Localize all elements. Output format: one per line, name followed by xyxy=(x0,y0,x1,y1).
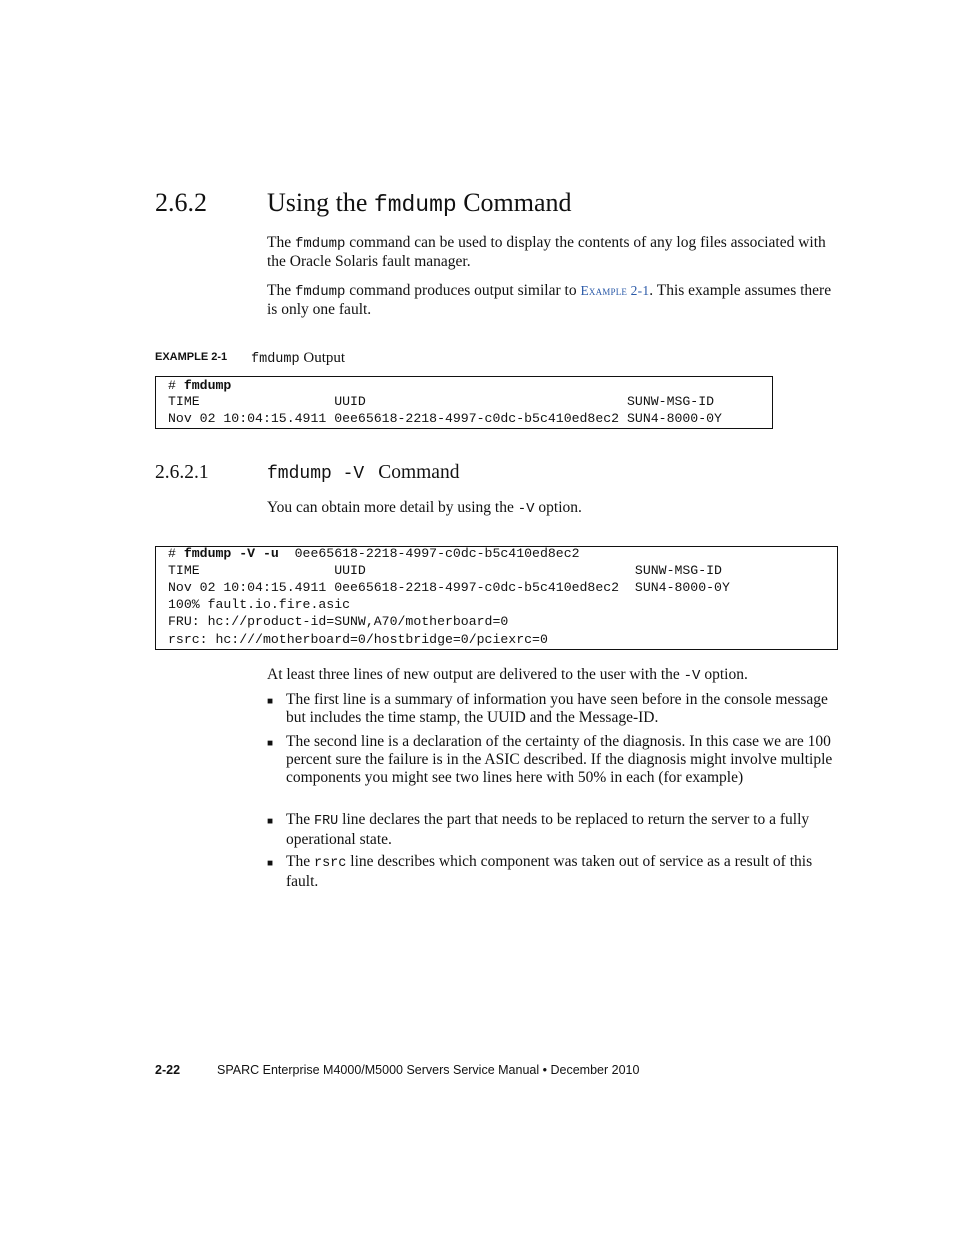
footer-title: SPARC Enterprise M4000/M5000 Servers Service Manual xyxy=(217,1063,540,1077)
code2-line: Nov 02 10:04:15.4911 0ee65618-2218-4997-c0dc-b5c410ed8ec2 SUN4-8000-0Y xyxy=(168,580,730,595)
intro-paragraph xyxy=(267,234,839,271)
code2-prompt: # xyxy=(168,546,184,561)
code1-prompt: # xyxy=(168,378,184,393)
code1-line: TIME UUID SUNW-MSG-ID xyxy=(168,394,715,409)
list-item xyxy=(286,811,838,849)
para2-pre: The xyxy=(267,282,295,299)
para1-post: command can be used to display the contents of any log files associated with the Oracle Solaris fault manager. xyxy=(267,234,826,270)
section-number: 2.6.2 xyxy=(155,188,207,217)
footer-date: December 2010 xyxy=(550,1063,640,1077)
example-title-code: fmdump xyxy=(251,352,300,367)
list-item xyxy=(286,733,838,787)
para4-code: -V xyxy=(683,668,701,684)
para3-code: -V xyxy=(517,501,535,517)
bullet-text: The second line is a declaration of the certainty of the diagnosis. In this case we are 100 percent sure the failure is in the ASIC described. If the diagnosis might involve multiple components you might see two lines here with 50% in each (for example) xyxy=(286,733,833,786)
para2-post: . This example assumes there is only one fault. xyxy=(267,282,832,318)
code2-line: rsrc: hc:///motherboard=0/hostbridge=0/pciexrc=0 xyxy=(168,632,548,647)
code2-arg: 0ee65618-2218-4997-c0dc-b5c410ed8ec2 xyxy=(278,546,580,561)
example-xref-text: Example 2-1 xyxy=(580,283,650,298)
example-label: EXAMPLE 2-1 xyxy=(155,351,228,363)
bullet-code: rsrc xyxy=(313,856,347,871)
bullet-text: The first line is a summary of information you have seen before in the console message but includes the time stamp, the UUID and the Message-ID. xyxy=(286,691,828,726)
example-title-post: Output xyxy=(299,350,346,366)
bullet-text-pre: The xyxy=(286,853,314,870)
section-title xyxy=(267,188,572,218)
example-xref-link[interactable] xyxy=(580,283,649,298)
bullet-text-post: line describes which component was taken out of service as a result of this fault. xyxy=(286,853,813,890)
code2-command-line xyxy=(168,545,580,562)
code1-line: Nov 02 10:04:15.4911 0ee65618-2218-4997-c0dc-b5c410ed8ec2 SUN4-8000-0Y xyxy=(168,411,722,426)
example-title xyxy=(251,350,345,367)
para4-post: option. xyxy=(700,666,748,683)
bullet-text-pre: The xyxy=(286,811,314,828)
para2-mid: command produces output similar to xyxy=(345,282,581,299)
para3-post: option. xyxy=(534,499,582,516)
code2-line: FRU: hc://product-id=SUNW,A70/motherboard=0 xyxy=(168,614,509,629)
para3-pre: You can obtain more detail by using the xyxy=(267,499,518,516)
code-block-fmdump xyxy=(155,376,773,429)
bullet-marker: ■ xyxy=(267,696,274,707)
subsection-title-code: fmdump -V xyxy=(267,464,365,484)
bullet-marker: ■ xyxy=(267,738,274,749)
output-paragraph xyxy=(267,282,839,319)
footer-text xyxy=(217,1063,639,1077)
code2-line: TIME UUID SUNW-MSG-ID xyxy=(168,563,722,578)
page-number-text: 2-22 xyxy=(155,1063,181,1077)
footer-separator: • xyxy=(542,1063,548,1077)
code1-command: fmdump xyxy=(183,378,232,393)
subsection-number: 2.6.2.1 xyxy=(155,462,209,483)
para2-code: fmdump xyxy=(294,284,346,300)
list-item xyxy=(286,691,838,727)
para1-pre: The xyxy=(267,234,295,251)
subsection-title xyxy=(267,462,459,484)
code2-line: 100% fault.io.fire.asic xyxy=(168,597,351,612)
para4-pre: At least three lines of new output are delivered to the user with the xyxy=(267,666,684,683)
page-number xyxy=(155,1063,180,1077)
bullet-text-post: line declares the part that needs to be replaced to return the server to a fully operational state. xyxy=(286,811,810,848)
code-block-fmdump-v xyxy=(155,546,838,650)
para1-code: fmdump xyxy=(294,236,346,252)
summary-paragraph xyxy=(267,666,839,685)
section-title-pre: Using the xyxy=(267,188,374,217)
bullet-marker: ■ xyxy=(267,816,274,827)
list-item xyxy=(286,853,838,891)
subsection-title-post: Command xyxy=(378,462,460,483)
bullet-marker: ■ xyxy=(267,858,274,869)
section-title-post: Command xyxy=(456,188,572,217)
section-title-code: fmdump xyxy=(373,192,457,218)
bullet-code: FRU xyxy=(313,814,339,829)
code1-command-line xyxy=(168,377,231,394)
code2-command: fmdump -V -u xyxy=(183,546,279,561)
detail-paragraph xyxy=(267,499,839,518)
